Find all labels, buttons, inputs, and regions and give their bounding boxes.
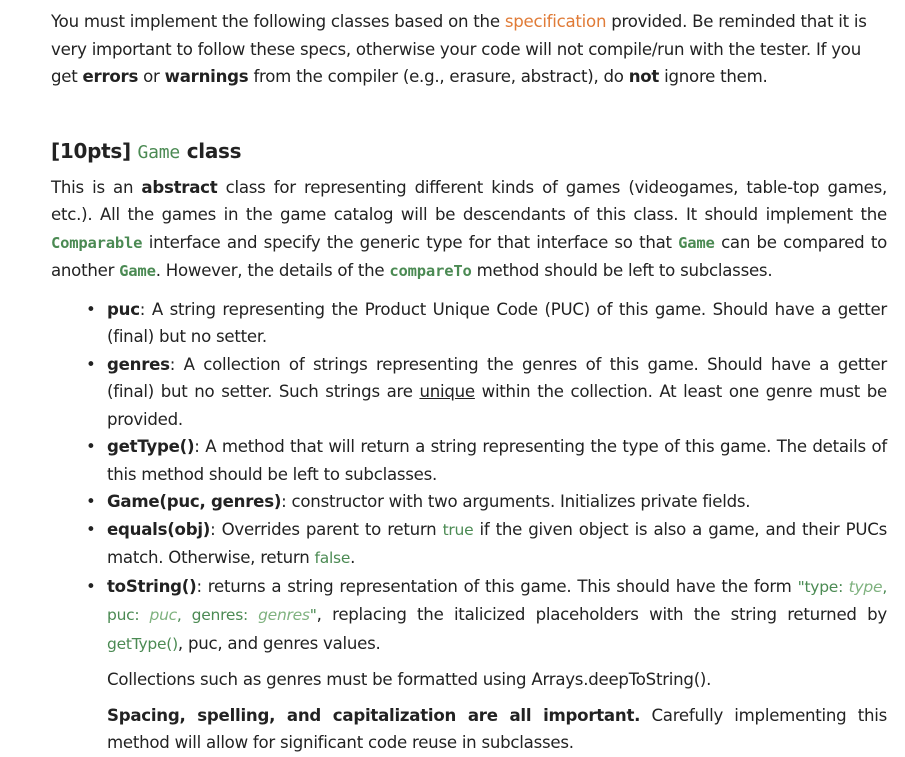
bullet-icon: • xyxy=(86,299,96,319)
desc-text: This is an xyxy=(51,177,142,197)
list-item-puc xyxy=(86,296,887,351)
bullet-icon: • xyxy=(86,354,96,374)
list-item-gettype xyxy=(86,433,887,488)
game-code: Game xyxy=(678,233,715,252)
intro-text: You must implement the following classes based on the xyxy=(51,12,505,31)
formatting-note-bold: Spacing, spelling, and capitalization are all important. xyxy=(107,705,641,725)
compareto-code: compareTo xyxy=(389,262,472,280)
bullet-icon: • xyxy=(86,492,96,511)
member-name: getType() xyxy=(107,437,195,456)
format-literal: " xyxy=(309,606,317,624)
formatting-note-text: Carefully implementing this method will allow for significant code reuse in subclasses. xyxy=(107,705,887,752)
formatting-note xyxy=(107,702,887,757)
member-text: : Overrides parent to return xyxy=(210,519,443,539)
member-name: toString() xyxy=(107,576,197,596)
member-text: , replacing the italicized placeholders with the string returned by xyxy=(316,605,887,624)
intro-text: or xyxy=(138,67,165,86)
desc-text: . However, the details of the xyxy=(155,261,390,280)
errors-bold: errors xyxy=(82,67,139,86)
points-label: [10pts] xyxy=(51,138,131,163)
true-literal: true xyxy=(442,520,474,539)
desc-text: can be compared to another xyxy=(51,232,887,280)
class-description xyxy=(51,174,887,286)
format-literal: "type: xyxy=(797,577,849,596)
specification-link[interactable]: specification xyxy=(504,12,607,31)
intro-text: ignore them. xyxy=(659,67,768,86)
intro-text: provided. Be reminded that it is very important to follow these specs, otherwise your code will not compile/run with the tester. If you get xyxy=(51,12,867,86)
class-word: class xyxy=(186,138,242,163)
bullet-icon: • xyxy=(86,437,96,456)
desc-text: method should be left to subclasses. xyxy=(471,261,773,280)
format-placeholder: type xyxy=(848,577,883,596)
format-literal: , genres: xyxy=(176,606,259,624)
comparable-code: Comparable xyxy=(51,233,143,252)
game-code: Game xyxy=(119,262,156,280)
class-name-code: Game xyxy=(137,141,181,163)
intro-text: from the compiler (e.g., erasure, abstract), do xyxy=(248,67,629,86)
desc-text: interface and specify the generic type for that interface so that xyxy=(142,232,679,252)
bullet-icon: • xyxy=(86,519,96,539)
abstract-bold: abstract xyxy=(141,177,218,197)
list-item-tostring xyxy=(86,573,887,659)
list-item-equals xyxy=(86,516,887,573)
section-heading xyxy=(51,137,887,167)
collections-note: Collections such as genres must be formatted using Arrays.deepToString(). xyxy=(107,670,712,689)
member-text: : A method that will return a string representing the type of this game. The details of this method should be left to subclasses. xyxy=(107,437,887,484)
member-text: : constructor with two arguments. Initializes private fields. xyxy=(281,492,751,511)
member-name: Game(puc, genres) xyxy=(107,492,282,511)
bullet-icon: • xyxy=(86,576,96,596)
member-text: : A collection of strings representing the genres of this game. Should have a getter (final) but no setter. Such strings are xyxy=(107,354,887,401)
intro-paragraph xyxy=(51,8,887,91)
member-text: : A string representing the Product Unique Code (PUC) of this game. Should have a getter (final) but no setter. xyxy=(107,299,887,346)
member-list xyxy=(51,296,887,659)
member-text: , puc, and genres values. xyxy=(177,633,381,653)
format-placeholder: genres xyxy=(258,606,310,624)
list-item-constructor xyxy=(86,488,887,516)
list-item-genres xyxy=(86,351,887,434)
member-text: : returns a string representation of this game. This should have the form xyxy=(196,576,798,596)
document-page xyxy=(51,8,887,757)
member-name: genres xyxy=(107,354,170,374)
warnings-bold: warnings xyxy=(164,67,249,86)
unique-underlined: unique xyxy=(419,382,475,401)
desc-text: class for representing different kinds of games (videogames, table-top games, etc.). All the games in the game catalog will be descendants of this class. It should implement the xyxy=(51,177,887,224)
member-name: equals(obj) xyxy=(107,519,211,539)
format-literal: , puc: xyxy=(107,577,887,624)
member-text: . xyxy=(350,548,356,567)
not-bold: not xyxy=(628,67,660,86)
member-name: puc xyxy=(107,299,140,319)
false-literal: false xyxy=(314,549,351,567)
member-text: if the given object is also a game, and their PUCs match. Otherwise, return xyxy=(107,519,887,567)
member-text: within the collection. At least one genre must be provided. xyxy=(107,382,887,429)
format-placeholder: puc xyxy=(149,606,177,624)
gettype-literal: getType() xyxy=(107,634,178,653)
